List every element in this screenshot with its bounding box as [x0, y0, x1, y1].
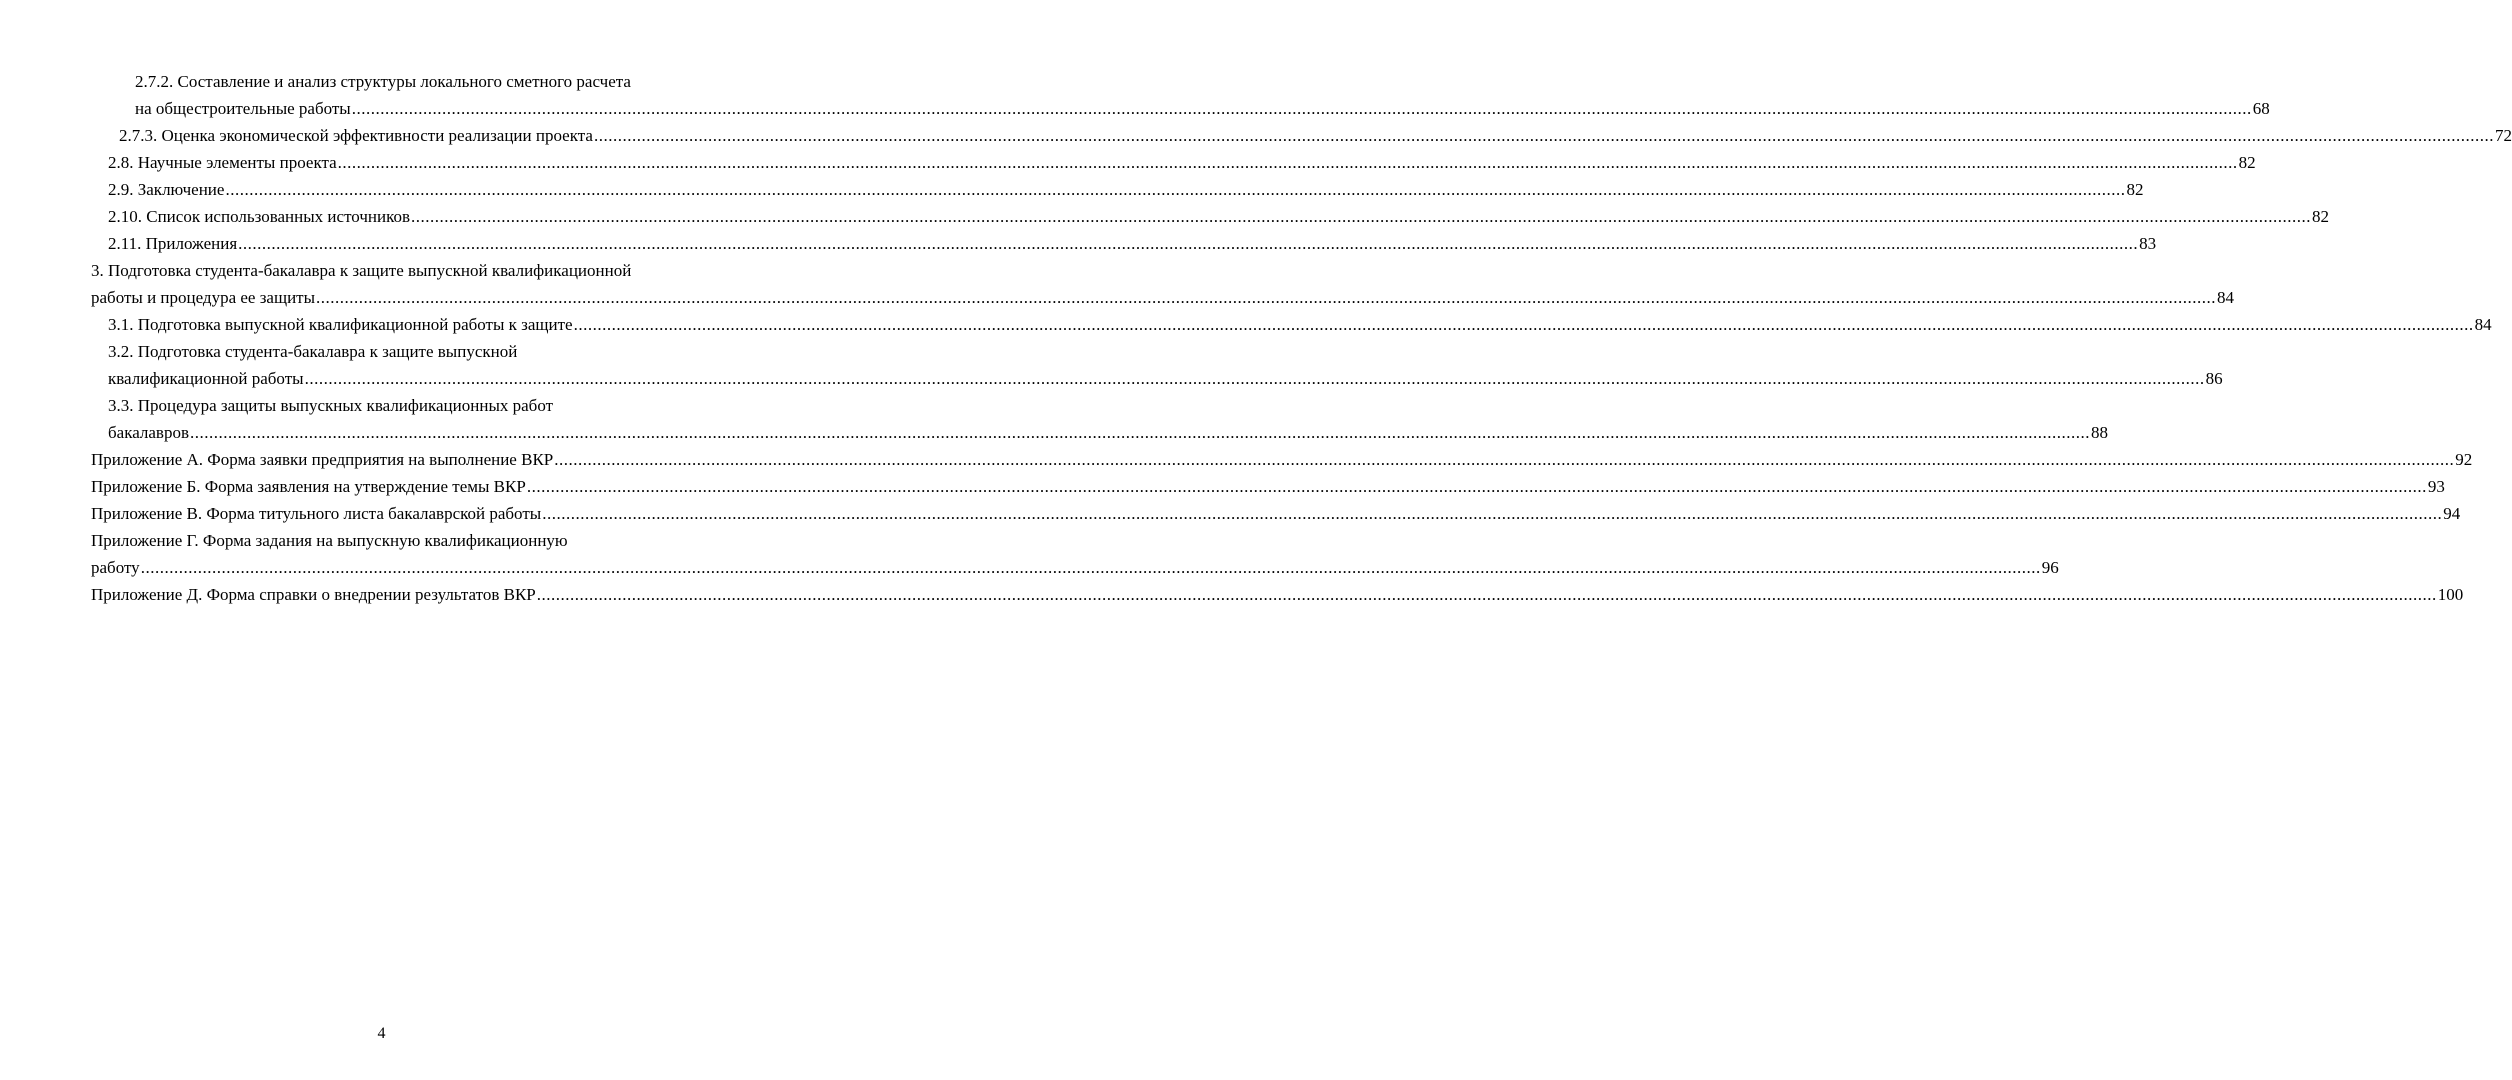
toc-page-number: 82 — [2238, 153, 2256, 172]
toc-entry — [91, 392, 2108, 446]
toc-entry-title: работы и процедура ее защиты — [91, 288, 316, 307]
toc-page-number: 96 — [2041, 558, 2059, 577]
toc-page-number: 86 — [2205, 369, 2223, 388]
toc-entry-line — [108, 203, 2329, 230]
toc-entry-line — [108, 311, 2492, 338]
toc-entry-line — [108, 365, 2223, 392]
toc-leader-dots: ................................................................................................................................................................................................................................................................................................................................................................................................................ — [189, 423, 2090, 442]
toc-leader-dots: ................................................................................................................................................................................................................................................................................................................................................................................................................ — [536, 585, 2437, 604]
toc-leader-dots: ................................................................................................................................................................................................................................................................................................................................................................................................................ — [351, 99, 2252, 118]
toc-page-number: 84 — [2474, 315, 2492, 334]
toc-page-number: 72 — [2494, 126, 2512, 145]
toc-entry-title: 2.9. Заключение — [108, 180, 225, 199]
table-of-contents — [91, 68, 2512, 608]
toc-entry-line — [91, 500, 2461, 527]
toc-entry — [91, 527, 2059, 581]
toc-page-number: 82 — [2312, 207, 2329, 226]
toc-leader-dots: ................................................................................................................................................................................................................................................................................................................................................................................................................ — [316, 288, 2217, 307]
toc-entry-line — [135, 95, 2270, 122]
toc-entry-line — [91, 473, 2445, 500]
toc-page-number: 92 — [2455, 450, 2473, 469]
toc-entry — [91, 68, 2270, 122]
toc-entry-title: бакалавров — [108, 423, 189, 442]
toc-entry — [91, 203, 2329, 230]
toc-leader-dots: ................................................................................................................................................................................................................................................................................................................................................................................................................ — [140, 558, 2041, 577]
toc-entry-title: на общестроительные работы — [135, 99, 351, 118]
toc-entry-line — [91, 554, 2059, 581]
toc-page-number: 84 — [2217, 288, 2235, 307]
toc-entry-line — [108, 176, 2144, 203]
toc-leader-dots: ................................................................................................................................................................................................................................................................................................................................................................................................................ — [542, 504, 2443, 523]
toc-entry — [91, 473, 2445, 500]
toc-entry-title: 2.8. Научные элементы проекта — [108, 153, 337, 172]
toc-entry-title-line: Приложение Г. Форма задания на выпускную квалификационную — [91, 531, 568, 550]
toc-page-number: 100 — [2437, 585, 2464, 604]
toc-entry-title: 2.10. Список использованных источников — [108, 207, 410, 226]
toc-entry-line — [108, 149, 2256, 176]
toc-leader-dots: ................................................................................................................................................................................................................................................................................................................................................................................................................ — [593, 126, 2494, 145]
toc-entry-title: 3.1. Подготовка выпускной квалификационной работы к защите — [108, 315, 573, 334]
toc-entry — [91, 581, 2464, 608]
toc-entry-title: 2.7.3. Оценка экономической эффективности реализации проекта — [119, 126, 593, 145]
toc-entry-line — [108, 230, 2157, 257]
toc-entry-title: работу — [91, 558, 140, 577]
toc-entry-title-line: 3.3. Процедура защиты выпускных квалификационных работ — [108, 396, 554, 415]
toc-leader-dots: ................................................................................................................................................................................................................................................................................................................................................................................................................ — [526, 477, 2427, 496]
toc-entry — [91, 230, 2157, 257]
page-number: 4 — [377, 1025, 386, 1042]
toc-leader-dots: ................................................................................................................................................................................................................................................................................................................................................................................................................ — [573, 315, 2474, 334]
toc-entry — [91, 257, 2235, 311]
toc-entry-line — [91, 284, 2235, 311]
toc-entry-line — [108, 419, 2108, 446]
toc-entry-title-line: 3.2. Подготовка студента-бакалавра к защите выпускной — [108, 342, 518, 361]
toc-entry-line — [91, 581, 2464, 608]
toc-entry — [91, 311, 2492, 338]
toc-entry — [91, 446, 2473, 473]
toc-page-number: 88 — [2090, 423, 2108, 442]
toc-entry-line — [91, 446, 2473, 473]
toc-entry — [91, 500, 2461, 527]
toc-entry-title: 2.11. Приложения — [108, 234, 238, 253]
toc-page-number: 94 — [2443, 504, 2461, 523]
toc-entry-title: Приложение А. Форма заявки предприятия на выполнение ВКР — [91, 450, 554, 469]
toc-leader-dots: ................................................................................................................................................................................................................................................................................................................................................................................................................ — [411, 207, 2311, 226]
toc-entry-title: Приложение Д. Форма справки о внедрении результатов ВКР — [91, 585, 536, 604]
toc-entry-title: квалификационной работы — [108, 369, 304, 388]
toc-entry — [91, 176, 2144, 203]
toc-entry — [91, 149, 2256, 176]
toc-leader-dots: ................................................................................................................................................................................................................................................................................................................................................................................................................ — [337, 153, 2238, 172]
toc-page-number: 93 — [2427, 477, 2445, 496]
toc-entry — [91, 122, 2512, 149]
toc-page-number: 83 — [2139, 234, 2157, 253]
toc-entry-title-line: 3. Подготовка студента-бакалавра к защите выпускной квалификационной — [91, 261, 632, 280]
toc-entry — [91, 338, 2223, 392]
toc-leader-dots: ................................................................................................................................................................................................................................................................................................................................................................................................................ — [225, 180, 2126, 199]
toc-page-number: 68 — [2252, 99, 2270, 118]
toc-leader-dots: ................................................................................................................................................................................................................................................................................................................................................................................................................ — [238, 234, 2139, 253]
toc-page-number: 82 — [2126, 180, 2144, 199]
toc-leader-dots: ................................................................................................................................................................................................................................................................................................................................................................................................................ — [304, 369, 2205, 388]
toc-entry-title: Приложение В. Форма титульного листа бакалаврской работы — [91, 504, 542, 523]
toc-entry-title-line: 2.7.2. Составление и анализ структуры локального сметного расчета — [135, 72, 631, 91]
toc-entry-line — [119, 122, 2512, 149]
toc-entry-title: Приложение Б. Форма заявления на утверждение темы ВКР — [91, 477, 526, 496]
toc-leader-dots: ................................................................................................................................................................................................................................................................................................................................................................................................................ — [554, 450, 2455, 469]
